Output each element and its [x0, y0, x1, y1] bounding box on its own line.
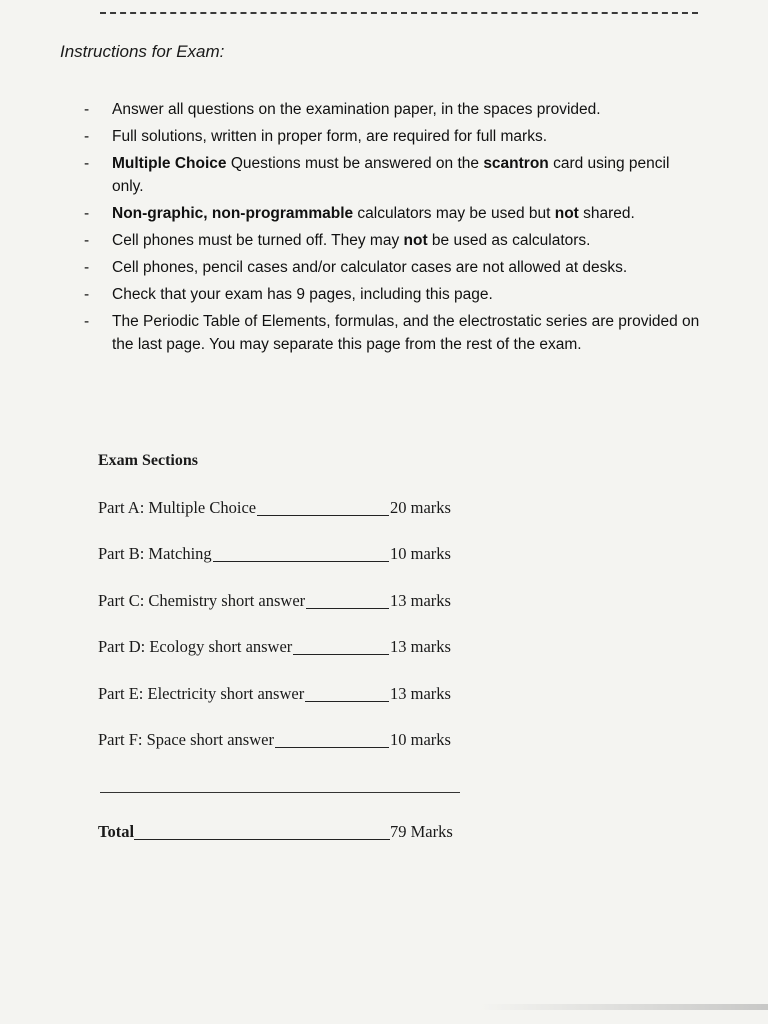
instruction-item [84, 202, 704, 225]
fill-line [306, 608, 389, 609]
section-row-part-c [98, 591, 458, 611]
instruction-item [84, 229, 704, 252]
instruction-text: shared. [578, 205, 635, 222]
bullet-dash: - [84, 101, 90, 118]
section-label: Part B: Matching [98, 544, 212, 563]
fill-line [213, 561, 389, 562]
fill-line [293, 654, 389, 655]
section-row-part-d [98, 637, 458, 657]
total-marks: 79 Marks [390, 822, 453, 841]
instructions-title: Instructions for Exam: [60, 42, 225, 61]
section-row-part-f [98, 730, 458, 750]
instruction-item [84, 152, 704, 198]
section-row-part-a [98, 498, 458, 518]
instruction-text: be used as calculators. [427, 232, 591, 249]
instruction-emphasis: scantron [483, 155, 549, 172]
fill-line [134, 839, 390, 840]
instruction-text: card using pencil only. [112, 155, 670, 195]
section-label: Part E: Electricity short answer [98, 684, 305, 703]
instruction-text: Full solutions, written in proper form, are required for full marks. [112, 128, 548, 145]
total-label: Total [98, 822, 135, 841]
section-label: Part C: Chemistry short answer [98, 591, 306, 610]
section-marks: 13 marks [390, 637, 451, 656]
instruction-item [84, 310, 704, 356]
section-marks: 10 marks [390, 544, 451, 563]
instruction-emphasis: Multiple Choice [112, 155, 227, 172]
total-row [98, 822, 458, 842]
fill-line [305, 701, 389, 702]
instructions-list [84, 98, 704, 360]
instruction-text: Cell phones, pencil cases and/or calculator cases are not allowed at desks. [112, 259, 628, 276]
instruction-item [84, 283, 704, 306]
instruction-item [84, 125, 704, 148]
section-marks: 13 marks [390, 591, 451, 610]
instruction-emphasis: Non-graphic, non-programmable [112, 205, 354, 222]
fill-line [275, 747, 389, 748]
section-label: Part F: Space short answer [98, 730, 274, 749]
section-marks: 13 marks [390, 684, 451, 703]
total-divider [100, 792, 460, 793]
section-row-part-e [98, 684, 458, 704]
section-marks: 10 marks [390, 730, 451, 749]
instruction-item [84, 98, 704, 121]
fill-line [257, 515, 389, 516]
instruction-text: Answer all questions on the examination paper, in the spaces provided. [112, 101, 601, 118]
bullet-dash: - [84, 259, 90, 276]
bullet-dash: - [84, 205, 90, 222]
exam-sections-title: Exam Sections [98, 452, 198, 469]
section-label: Part D: Ecology short answer [98, 637, 293, 656]
bullet-dash: - [84, 232, 90, 249]
instruction-text: Check that your exam has 9 pages, including this page. [112, 286, 493, 303]
bullet-dash: - [84, 128, 90, 145]
instruction-text: Questions must be answered on the [226, 155, 484, 172]
page-edge-shadow [480, 1004, 768, 1010]
instruction-emphasis: not [554, 205, 579, 222]
bullet-dash: - [84, 155, 90, 172]
instruction-emphasis: not [403, 232, 428, 249]
section-row-part-b [98, 544, 458, 564]
bullet-dash: - [84, 286, 90, 303]
instruction-text: The Periodic Table of Elements, formulas, and the electrostatic series are provided on the last page. You may separate this page from the rest of the exam. [112, 313, 700, 353]
instruction-text: calculators may be used but [353, 205, 555, 222]
instruction-item [84, 256, 704, 279]
section-marks: 20 marks [390, 498, 451, 517]
top-dashed-rule [100, 12, 698, 14]
section-label: Part A: Multiple Choice [98, 498, 257, 517]
instruction-text: Cell phones must be turned off. They may [112, 232, 404, 249]
bullet-dash: - [84, 313, 90, 330]
